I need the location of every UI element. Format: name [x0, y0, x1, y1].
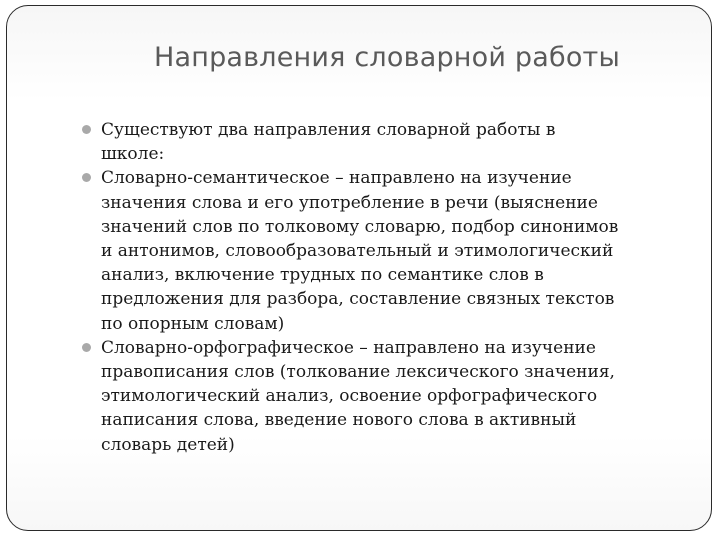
bullet-line: и антонимов, словообразовательный и этимологический — [101, 241, 614, 262]
bullet-list — [82, 118, 682, 457]
bullet-line: предложения для разбора, составление связных текстов — [101, 289, 615, 310]
bullet-line: значений слов по толковому словарю, подбор синонимов — [101, 216, 619, 237]
bullet-item — [82, 336, 682, 457]
bullet-line: написания слова, введение нового слова в активный — [101, 410, 577, 431]
bullet-line: словарь детей) — [101, 434, 235, 455]
slide-title: Направления словарной работы — [153, 42, 620, 73]
bullet-dot-icon — [82, 173, 91, 182]
bullet-line: Словарно-семантическое – направлено на изучение — [101, 168, 572, 189]
bullet-line: школе: — [101, 144, 165, 165]
bullet-line: этимологический анализ, освоение орфографического — [101, 386, 598, 407]
bullet-line: по опорным словам) — [101, 313, 285, 334]
bullet-line: правописания слов (толкование лексического значения, — [101, 362, 615, 383]
bullet-line: Словарно-орфографическое – направлено на изучение — [101, 337, 596, 358]
bullet-line: анализ, включение трудных по семантике слов в — [101, 265, 544, 286]
bullet-dot-icon — [82, 343, 91, 352]
bullet-item — [82, 118, 682, 166]
bullet-line: Существуют два направления словарной работы в — [101, 120, 556, 140]
bullet-dot-icon — [82, 125, 91, 134]
bullet-item — [82, 166, 682, 335]
bullet-line: значения слова и его употребление в речи (выяснение — [101, 192, 598, 213]
